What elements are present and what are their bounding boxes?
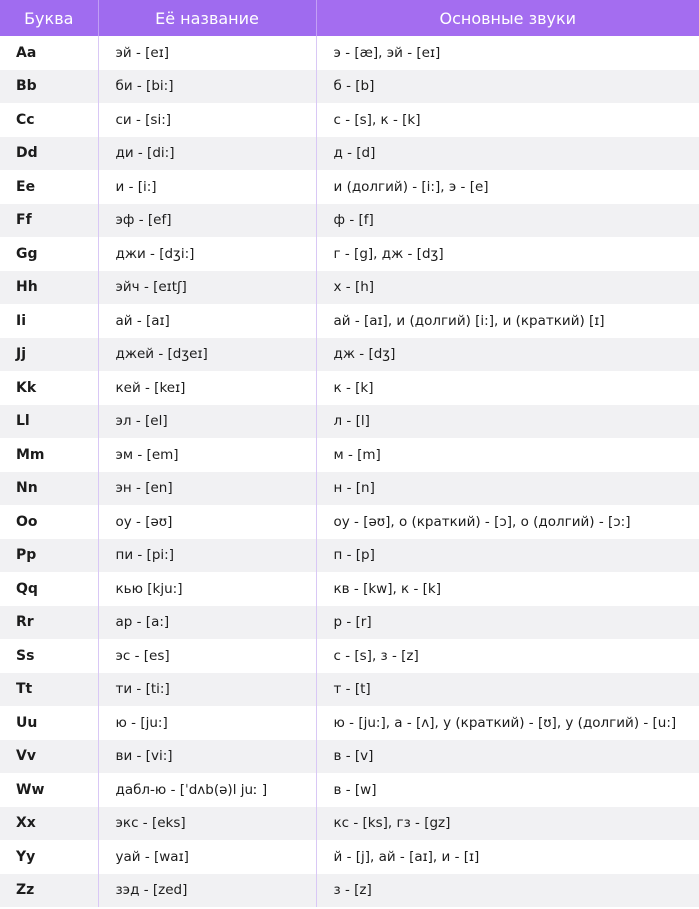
letter-cell: Cc (0, 103, 98, 137)
table-row (0, 103, 699, 137)
header-letter: Буква (0, 0, 98, 36)
table-row (0, 673, 699, 707)
name-cell: дабл-ю - [ˈdʌb(ə)l juː ] (98, 773, 316, 807)
name-cell: ар - [a:] (98, 606, 316, 640)
header-row (0, 0, 699, 36)
letter-cell: Ss (0, 639, 98, 673)
sounds-cell: д - [d] (316, 137, 699, 171)
table-row (0, 606, 699, 640)
sounds-cell: г - [g], дж - [dʒ] (316, 237, 699, 271)
sounds-cell: э - [æ], эй - [eɪ] (316, 36, 699, 70)
letter-cell: Nn (0, 472, 98, 506)
table-row (0, 237, 699, 271)
letter-cell: Tt (0, 673, 98, 707)
name-cell: эй - [eɪ] (98, 36, 316, 70)
name-cell: ви - [vi:] (98, 740, 316, 774)
sounds-cell: кс - [ks], гз - [gz] (316, 807, 699, 841)
sounds-cell: с - [s], к - [k] (316, 103, 699, 137)
table-row (0, 807, 699, 841)
name-cell: си - [si:] (98, 103, 316, 137)
header-name: Её название (98, 0, 316, 36)
table-row (0, 572, 699, 606)
letter-cell: Mm (0, 438, 98, 472)
sounds-cell: в - [w] (316, 773, 699, 807)
name-cell: и - [i:] (98, 170, 316, 204)
table-row (0, 539, 699, 573)
sounds-cell: н - [n] (316, 472, 699, 506)
table-row (0, 706, 699, 740)
sounds-cell: з - [z] (316, 874, 699, 908)
letter-cell: Qq (0, 572, 98, 606)
table-row (0, 639, 699, 673)
table-row (0, 304, 699, 338)
letter-cell: Pp (0, 539, 98, 573)
table-row (0, 840, 699, 874)
letter-cell: Yy (0, 840, 98, 874)
letter-cell: Rr (0, 606, 98, 640)
sounds-cell: кв - [kw], к - [k] (316, 572, 699, 606)
letter-cell: Kk (0, 371, 98, 405)
sounds-cell: к - [k] (316, 371, 699, 405)
name-cell: эм - [em] (98, 438, 316, 472)
sounds-cell: ю - [ju:], а - [ʌ], у (краткий) - [ʊ], у (долгий) - [u:] (316, 706, 699, 740)
table-row (0, 405, 699, 439)
table-row (0, 204, 699, 238)
table-row (0, 70, 699, 104)
name-cell: ди - [di:] (98, 137, 316, 171)
letter-cell: Vv (0, 740, 98, 774)
letter-cell: Ee (0, 170, 98, 204)
sounds-cell: в - [v] (316, 740, 699, 774)
table-row (0, 170, 699, 204)
name-cell: джей - [dʒeɪ] (98, 338, 316, 372)
sounds-cell: л - [l] (316, 405, 699, 439)
letter-cell: Ww (0, 773, 98, 807)
name-cell: уай - [waɪ] (98, 840, 316, 874)
table-row (0, 36, 699, 70)
table-row (0, 472, 699, 506)
letter-cell: Gg (0, 237, 98, 271)
header-sounds: Основные звуки (316, 0, 699, 36)
sounds-cell: т - [t] (316, 673, 699, 707)
table-row (0, 874, 699, 908)
table-row (0, 740, 699, 774)
table-row (0, 271, 699, 305)
letter-cell: Jj (0, 338, 98, 372)
sounds-cell: оу - [əʊ], о (краткий) - [ɔ], о (долгий) - [ɔ:] (316, 505, 699, 539)
table-row (0, 338, 699, 372)
sounds-cell: х - [h] (316, 271, 699, 305)
name-cell: джи - [dʒi:] (98, 237, 316, 271)
name-cell: эл - [el] (98, 405, 316, 439)
table-body (0, 36, 699, 907)
letter-cell: Uu (0, 706, 98, 740)
letter-cell: Ff (0, 204, 98, 238)
table-row (0, 773, 699, 807)
name-cell: ю - [ju:] (98, 706, 316, 740)
name-cell: ти - [ti:] (98, 673, 316, 707)
letter-cell: Xx (0, 807, 98, 841)
name-cell: би - [bi:] (98, 70, 316, 104)
sounds-cell: с - [s], з - [z] (316, 639, 699, 673)
table-row (0, 137, 699, 171)
table-row (0, 438, 699, 472)
sounds-cell: м - [m] (316, 438, 699, 472)
name-cell: зэд - [zed] (98, 874, 316, 908)
table-row (0, 505, 699, 539)
sounds-cell: б - [b] (316, 70, 699, 104)
name-cell: кью [kju:] (98, 572, 316, 606)
sounds-cell: ай - [aɪ], и (долгий) [i:], и (краткий) [ɪ] (316, 304, 699, 338)
name-cell: экс - [eks] (98, 807, 316, 841)
sounds-cell: дж - [dʒ] (316, 338, 699, 372)
letter-cell: Oo (0, 505, 98, 539)
letter-cell: Aa (0, 36, 98, 70)
name-cell: ай - [aɪ] (98, 304, 316, 338)
letter-cell: Dd (0, 137, 98, 171)
letter-cell: Bb (0, 70, 98, 104)
letter-cell: Ll (0, 405, 98, 439)
letter-cell: Ii (0, 304, 98, 338)
name-cell: кей - [keɪ] (98, 371, 316, 405)
name-cell: эс - [es] (98, 639, 316, 673)
sounds-cell: р - [r] (316, 606, 699, 640)
sounds-cell: й - [j], ай - [aɪ], и - [ɪ] (316, 840, 699, 874)
table-row (0, 371, 699, 405)
sounds-cell: ф - [f] (316, 204, 699, 238)
sounds-cell: и (долгий) - [i:], э - [e] (316, 170, 699, 204)
letter-cell: Hh (0, 271, 98, 305)
name-cell: пи - [pi:] (98, 539, 316, 573)
name-cell: эф - [ef] (98, 204, 316, 238)
name-cell: эйч - [eɪtʃ] (98, 271, 316, 305)
sounds-cell: п - [p] (316, 539, 699, 573)
name-cell: оу - [əʊ] (98, 505, 316, 539)
letter-cell: Zz (0, 874, 98, 908)
name-cell: эн - [en] (98, 472, 316, 506)
